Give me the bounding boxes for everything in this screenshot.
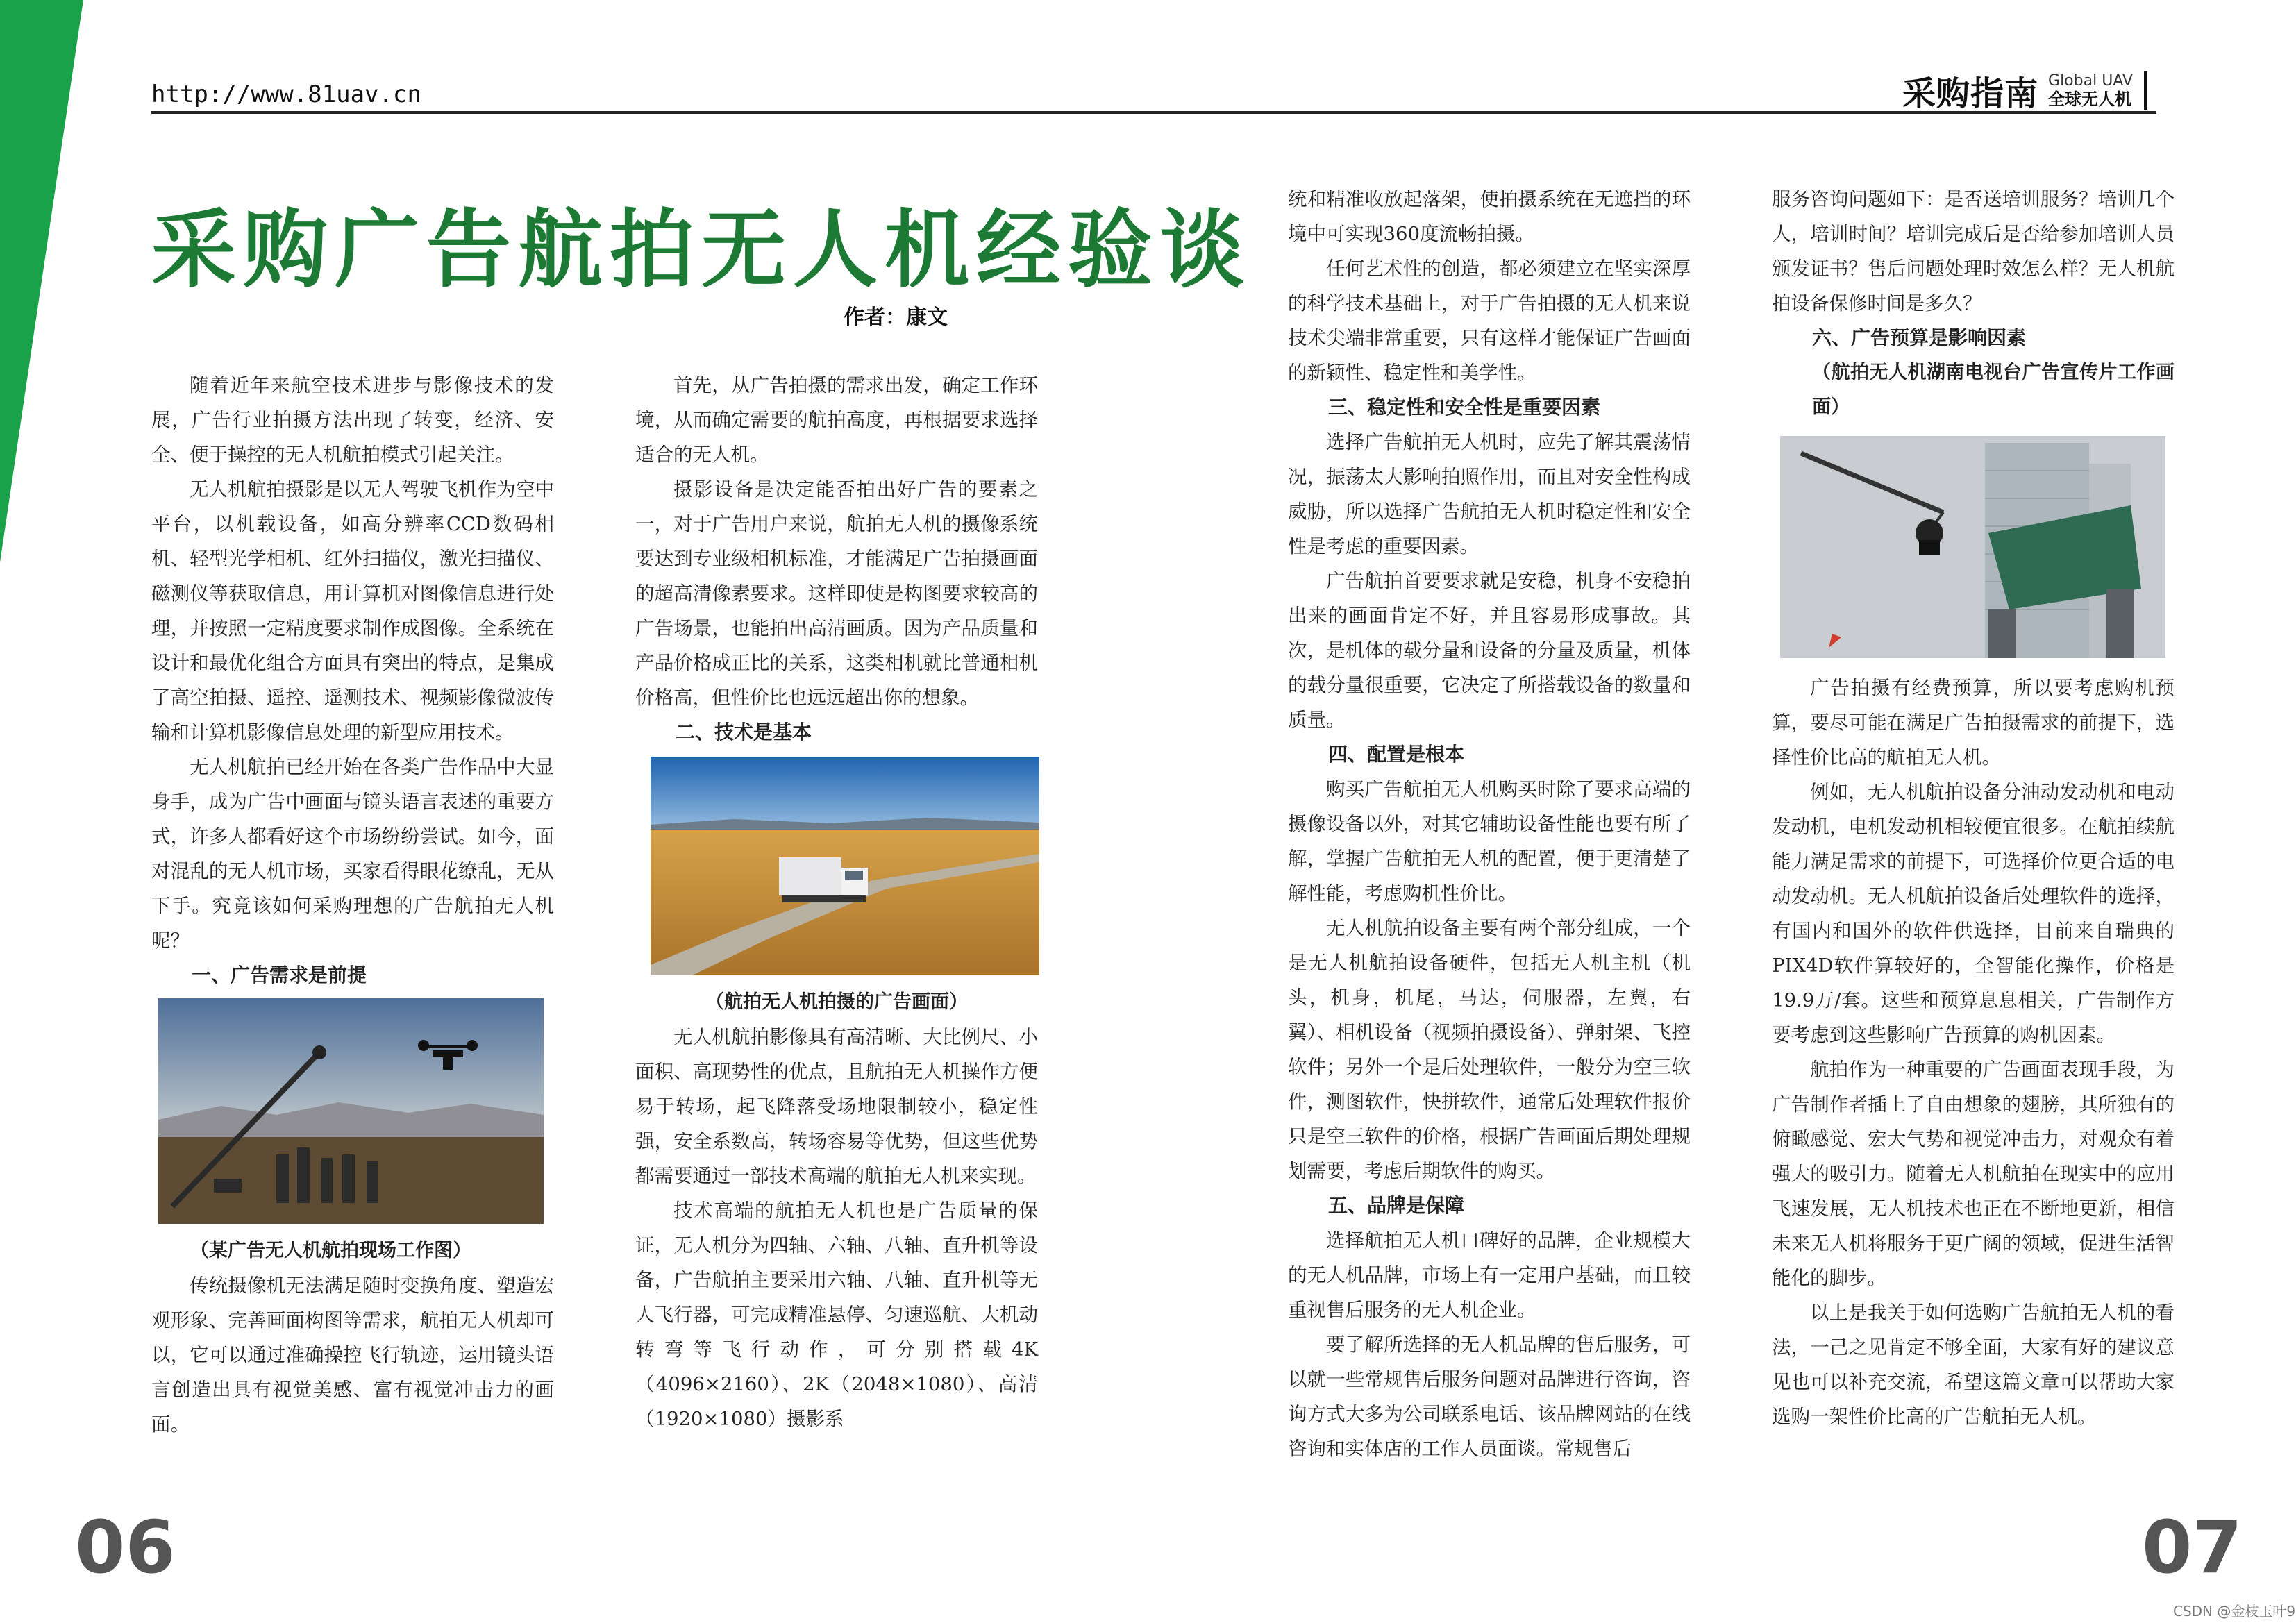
paragraph: 无人机航拍影像具有高清晰、大比例尺、小面积、高现势性的优点，且航拍无人机操作方便易于转场，起飞降落受场地限制较小，稳定性强，安全系数高，转场容易等优势，但这些优势都需要通过一部技术高端的航拍无人机来实现。 (635, 1026, 1038, 1187)
article-author: 作者：康文 (844, 305, 948, 330)
paragraph: 广告拍摄有经费预算，所以要考虑购机预算，要尽可能在满足广告拍摄需求的前提下，选择性价比高的航拍无人机。 (1772, 677, 2175, 768)
photo-truck-grassland (651, 757, 1043, 975)
page-number-right: 07 (2142, 1505, 2243, 1590)
column-4 (1772, 182, 2175, 1434)
header-url[interactable]: http://www.81uav.cn (151, 81, 421, 108)
photo-drone-field-crew (158, 998, 551, 1224)
brand-chinese-small: 全球无人机 (2048, 89, 2132, 109)
paragraph: 选择航拍无人机口碑好的品牌，企业规模大的无人机品牌，市场上有一定用户基础，而且较重视售后服务的无人机企业。 (1288, 1229, 1691, 1321)
paragraph: 服务咨询问题如下：是否送培训服务？培训几个人，培训时间？培训完成后是否给参加培训人员颁发证书？售后问题处理时效怎么样？无人机航拍设备保修时间是多久？ (1772, 188, 2175, 314)
paragraph: 统和精准收放起落架，使拍摄系统在无遮挡的环境中可实现360度流畅拍摄。 (1288, 188, 1691, 245)
header-rule (151, 111, 2156, 114)
paragraph: 以上是我关于如何选购广告航拍无人机的看法，一己之见肯定不够全面，大家有好的建议意见也可以补充交流，希望这篇文章可以帮助大家选购一架性价比高的广告航拍无人机。 (1772, 1302, 2175, 1428)
paragraph: 摄影设备是决定能否拍出好广告的要素之一，对于广告用户来说，航拍无人机的摄像系统要达到专业级相机标准，才能满足广告拍摄画面的超高清像素要求。这样即使是构图要求较高的广告场景，也能拍出高清画质。因为产品质量和产品价格成正比的关系，这类相机就比普通相机价格高，但性价比也远远超出你的想象。 (635, 478, 1038, 709)
paragraph: 传统摄像机无法满足随时变换角度、塑造宏观形象、完善画面构图等需求，航拍无人机却可以，它可以通过准确操控飞行轨迹，运用镜头语言创造出具有视觉美感、富有视觉冲击力的画面。 (151, 1275, 554, 1436)
decorative-green-band (0, 0, 90, 569)
paragraph: 任何艺术性的创造，都必须建立在坚实深厚的科学技术基础上，对于广告拍摄的无人机来说技术尖端非常重要，只有这样才能保证广告画面的新颖性、稳定性和美学性。 (1288, 258, 1691, 384)
paragraph: 要了解所选择的无人机品牌的售后服务，可以就一些常规售后服务问题对品牌进行咨询，咨询方式大多为公司联系电话、该品牌网站的在线咨询和实体店的工作人员面谈。常规售后 (1288, 1334, 1691, 1460)
figure-caption-2: （航拍无人机拍摄的广告画面） (705, 991, 968, 1013)
section-heading-1: 一、广告需求是前提 (192, 964, 367, 986)
figure-caption-3: （航拍无人机湖南电视台广告宣传片工作画面） (1812, 362, 2175, 418)
section-heading-2: 二、技术是基本 (676, 721, 812, 743)
paragraph: 购买广告航拍无人机购买时除了要求高端的摄像设备以外，对其它辅助设备性能也要有所了解，掌握广告航拍无人机的配置，便于更清楚了解性能，考虑购机性价比。 (1288, 778, 1691, 905)
photo-drone-tv-tower (1780, 436, 2172, 658)
brand-title: 采购指南 (1902, 74, 2039, 113)
paragraph: 技术高端的航拍无人机也是广告质量的保证，无人机分为四轴、六轴、八轴、直升机等设备，广告航拍主要采用六轴、八轴、直升机等无人飞行器，可完成精准悬停、匀速巡航、大机动转弯等飞行动作，可分别搭载4K（4096×2160）、2K（2048×1080）、高清（1920×1080）摄影系 (635, 1200, 1038, 1430)
watermark: CSDN @金枝玉叶9 (2173, 1603, 2296, 1620)
column-2 (635, 368, 1038, 1436)
page-number-left: 06 (75, 1505, 176, 1590)
paragraph: 首先，从广告拍摄的需求出发，确定工作环境，从而确定需要的航拍高度，再根据要求选择适合的无人机。 (635, 374, 1038, 466)
paragraph: 无人机航拍设备主要有两个部分组成，一个是无人机航拍设备硬件，包括无人机主机（机头，机身，机尾，马达，伺服器，左翼，右翼）、相机设备（视频拍摄设备）、弹射架、飞控软件；另外一个是后处理软件，一般分为空三软件，测图软件，快拼软件，通常后处理软件报价只是空三软件的价格，根据广告画面后期处理规划需要，考虑后期软件的购买。 (1288, 917, 1691, 1182)
section-heading-5: 五、品牌是保障 (1328, 1194, 1465, 1217)
paragraph: 随着近年来航空技术进步与影像技术的发展，广告行业拍摄方法出现了转变，经济、安全、便于操控的无人机航拍模式引起关注。 (151, 374, 554, 466)
brand-subtitle (2048, 74, 2133, 108)
article-title: 采购广告航拍无人机经验谈 (151, 201, 1251, 299)
paragraph: 无人机航拍摄影是以无人驾驶飞机作为空中平台，以机载设备，如高分辨率CCD数码相机、轻型光学相机、红外扫描仪，激光扫描仪、磁测仪等获取信息，用计算机对图像信息进行处理，并按照一定精度要求制作成图像。全系统在设计和最优化组合方面具有突出的特点，是集成了高空拍摄、遥控、遥测技术、视频影像微波传输和计算机影像信息处理的新型应用技术。 (151, 478, 554, 743)
brand-english: Global UAV (2048, 72, 2133, 90)
paragraph: 例如，无人机航拍设备分油动发动机和电动发动机，电机发动机相较便宜很多。在航拍续航能力满足需求的前提下，可选择价位更合适的电动发动机。无人机航拍设备后处理软件的选择，有国内和国外的软件供选择，目前来自瑞典的PIX4D软件算较好的，全智能化操作，价格是19.9万/套。这些和预算息息相关，广告制作方要考虑到这些影响广告预算的购机因素。 (1772, 781, 2175, 1046)
paragraph: 无人机航拍已经开始在各类广告作品中大显身手，成为广告中画面与镜头语言表述的重要方式，许多人都看好这个市场纷纷尝试。如今，面对混乱的无人机市场，买家看得眼花缭乱，无从下手。究竟该如何采购理想的广告航拍无人机呢？ (151, 756, 554, 952)
column-3 (1288, 182, 1691, 1466)
figure-caption-1: （某广告无人机航拍现场工作图） (190, 1240, 471, 1261)
header-brand (1902, 69, 2147, 111)
paragraph: 选择广告航拍无人机时，应先了解其震荡情况，振荡太大影响拍照作用，而且对安全性构成威胁，所以选择广告航拍无人机时稳定性和安全性是考虑的重要因素。 (1288, 431, 1691, 557)
section-heading-4: 四、配置是根本 (1328, 743, 1465, 766)
paragraph: 航拍作为一种重要的广告画面表现手段，为广告制作者插上了自由想象的翅膀，其所独有的俯瞰感觉、宏大气势和视觉冲击力，对观众有着强大的吸引力。随着无人机航拍在现实中的应用飞速发展，无人机技术也正在不断地更新，相信未来无人机将服务于更广阔的领域，促进生活智能化的脚步。 (1772, 1059, 2175, 1289)
section-heading-6: 六、广告预算是影响因素 (1812, 326, 2027, 349)
section-heading-3: 三、稳定性和安全性是重要因素 (1328, 396, 1601, 419)
brand-bar (2144, 71, 2147, 110)
paragraph: 广告航拍首要要求就是安稳，机身不安稳拍出来的画面肯定不好，并且容易形成事故。其次，是机体的载分量和设备的分量及质量，机体的载分量很重要，它决定了所搭载设备的数量和质量。 (1288, 570, 1691, 731)
column-1 (151, 368, 554, 1442)
